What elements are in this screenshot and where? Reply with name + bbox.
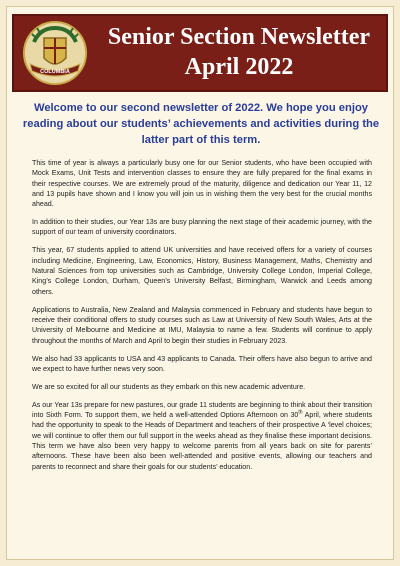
- paragraph-international-offers: Applications to Australia, New Zealand and Malaysia commenced in February and students have begun to receive their conditional offers to study courses such as Law at University of New South Wales, Arts at the University of Melbourne and Medicine at IMU, Malaysia to name a few. Students will continue to apply throughout the months of March and April to begin their studies in February 2023.: [32, 305, 372, 345]
- options-text-start: As our Year 13s prepare for new pastures, our grade 11 students are beginning to think about their transition into Sixth Form. To support them, we held a well-attended Options Afternoon on 30: [32, 400, 372, 420]
- paragraph-options-afternoon: [32, 400, 372, 472]
- paragraph-excitement: We are so excited for all our students as they embark on this new academic adventure.: [32, 382, 306, 391]
- paragraph-uk-offers: This year, 67 students applied to attend UK universities and have received offers for a variety of courses including Medicine, Engineering, Law, Economics, History, Business Management, Maths, Chemistry and Natural Sciences from top universities such as Cambridge, University College London, Imperial College, King’s College London, Durham, Queen’s University Belfast, Birmingham, Warwick and Leeds among others.: [32, 246, 372, 296]
- paragraph-usa-canada: We also had 33 applicants to USA and 43 applicants to Canada. Their offers have also begun to arrive and we expect to have further news very soon.: [32, 354, 372, 373]
- options-text-end: April, where students had the opportunity to speak to the Heads of Department and teachers of their prospective A ‘level choices; we will continue to offer them our full support in the weeks ahead as they finalise these important decisions. This term we have also been very happy to welcome parents from all years back on site for parents’ afternoons. These have been also been well-attended and positive events, allowing our teachers and parents to reconnect and share their goals for our students’ education.: [32, 411, 372, 471]
- date-suffix: th: [298, 409, 303, 416]
- school-crest-logo: [20, 18, 90, 88]
- newsletter-header: [12, 14, 388, 92]
- paragraph-exams: This time of year is always a particularly busy one for our Senior students, who have been occupied with Mock Exams, Unit Tests and intervention classes to ensure they are fully prepared for the final exams in their respective courses. We are extremely proud of the maturity, diligence and dedication our Year 11, 12 and 13 pupils have shown and I know you will join us in wishing them the very best for the crucial months ahead.: [32, 159, 372, 209]
- newsletter-title: [94, 22, 384, 82]
- title-line-1: Senior Section Newsletter: [107, 24, 371, 50]
- newsletter-body: [32, 158, 372, 480]
- paragraph-year13-planning: In addition to their studies, our Year 13s are busy planning the next stage of their academic journey, with the support of our team of university coordinators.: [32, 218, 372, 237]
- welcome-message: Welcome to our second newsletter of 2022. We hope you enjoy reading about our students’ achievements and activities during the latter part of this term.: [22, 102, 380, 146]
- svg-text:COLUMBIA: COLUMBIA: [40, 69, 70, 75]
- title-line-2: April 2022: [184, 54, 294, 80]
